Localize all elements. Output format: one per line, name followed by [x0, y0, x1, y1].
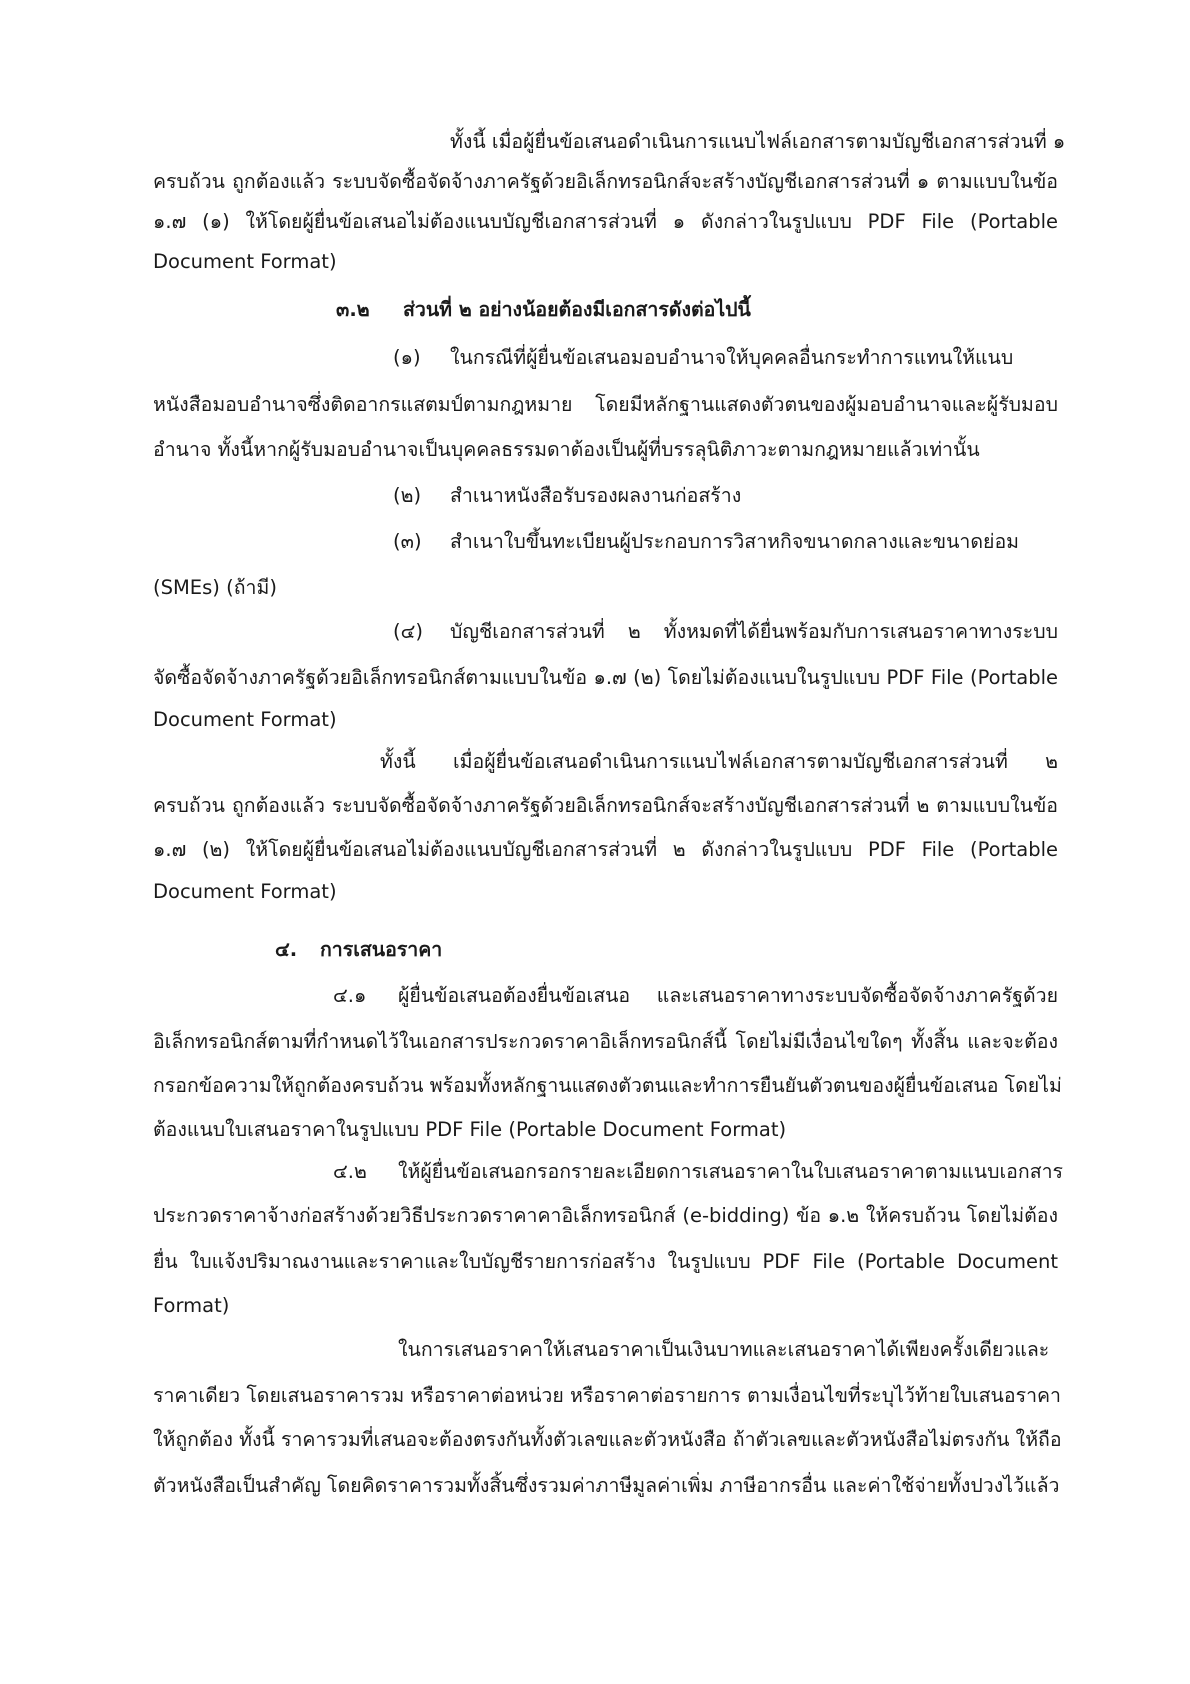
paragraph-line: ทั้งนี้ เมื่อผู้ยื่นข้อเสนอดำเนินการแนบไฟล์เอกสารตามบัญชีเอกสารส่วนที่ ๒ — [380, 750, 1058, 773]
paragraph-line: สำเนาใบขึ้นทะเบียนผู้ประกอบการวิสาหกิจขนาดกลางและขนาดย่อม — [450, 530, 1020, 553]
paragraph-line: Format) — [153, 1294, 230, 1317]
paragraph-line: หนังสือมอบอำนาจซึ่งติดอากรแสตมป์ตามกฎหมาย โดยมีหลักฐานแสดงตัวตนของผู้มอบอำนาจและผู้รับมอบ — [153, 393, 1058, 416]
paragraph-line: กรอกข้อความให้ถูกต้องครบถ้วน พร้อมทั้งหลักฐานแสดงตัวตนและทำการยืนยันตัวตนของผู้ยื่นข้อเสนอ โดยไม่ — [153, 1074, 1062, 1097]
paragraph-line: ให้ถูกต้อง ทั้งนี้ ราคารวมที่เสนอจะต้องตรงกันทั้งตัวเลขและตัวหนังสือ ถ้าตัวเลขและตัวหนังสือไม่ตรงกัน ให้ถือ — [153, 1428, 1062, 1451]
paragraph-line: อิเล็กทรอนิกส์ตามที่กำหนดไว้ในเอกสารประกวดราคาอิเล็กทรอนิกส์นี้ โดยไม่มีเงื่อนไขใดๆ ทั้งสิ้น และจะต้อง — [153, 1030, 1058, 1053]
section-title: การเสนอราคา — [320, 938, 443, 961]
paragraph-line: ประกวดราคาจ้างก่อสร้างด้วยวิธีประกวดราคาคาอิเล็กทรอนิกส์ (e-bidding) ข้อ ๑.๒ ให้ครบถ้วน โดยไม่ต้อง — [153, 1204, 1058, 1227]
paragraph-line: (SMEs) (ถ้ามี) — [153, 576, 277, 599]
item-number: (๔) — [393, 620, 423, 643]
paragraph-line: ให้ผู้ยื่นข้อเสนอกรอกรายละเอียดการเสนอราคาในใบเสนอราคาตามแนบเอกสาร — [398, 1160, 1064, 1183]
paragraph-line: Document Format) — [153, 880, 337, 903]
paragraph-line: ตัวหนังสือเป็นสำคัญ โดยคิดราคารวมทั้งสิ้นซึ่งรวมค่าภาษีมูลค่าเพิ่ม ภาษีอากรอื่น และค่าใช้จ่ายทั้งปวงไว้แล้ว — [153, 1474, 1060, 1497]
paragraph-line: จัดซื้อจัดจ้างภาครัฐด้วยอิเล็กทรอนิกส์ตามแบบในข้อ ๑.๗ (๒) โดยไม่ต้องแนบในรูปแบบ PDF File (Portable — [153, 666, 1058, 689]
section-number: ๔.๒ — [333, 1160, 367, 1183]
paragraph-line: ครบถ้วน ถูกต้องแล้ว ระบบจัดซื้อจัดจ้างภาครัฐด้วยอิเล็กทรอนิกส์จะสร้างบัญชีเอกสารส่วนที่ ๑ ตามแบบในข้อ — [153, 170, 1058, 193]
paragraph-line: สำเนาหนังสือรับรองผลงานก่อสร้าง — [450, 484, 742, 507]
paragraph-line: Document Format) — [153, 708, 337, 731]
paragraph-line: ๑.๗ (๑) ให้โดยผู้ยื่นข้อเสนอไม่ต้องแนบบัญชีเอกสารส่วนที่ ๑ ดังกล่าวในรูปแบบ PDF File (Portable — [153, 210, 1058, 233]
paragraph-line: อำนาจ ทั้งนี้หากผู้รับมอบอำนาจเป็นบุคคลธรรมดาต้องเป็นผู้ที่บรรลุนิติภาวะตามกฎหมายแล้วเท่านั้น — [153, 438, 980, 461]
section-number: ๓.๒ — [336, 298, 370, 321]
paragraph-line: ในการเสนอราคาให้เสนอราคาเป็นเงินบาทและเสนอราคาได้เพียงครั้งเดียวและ — [398, 1338, 1050, 1361]
item-number: (๓) — [393, 530, 422, 553]
section-title: ส่วนที่ ๒ อย่างน้อยต้องมีเอกสารดังต่อไปนี้ — [403, 298, 751, 321]
paragraph-line: ๑.๗ (๒) ให้โดยผู้ยื่นข้อเสนอไม่ต้องแนบบัญชีเอกสารส่วนที่ ๒ ดังกล่าวในรูปแบบ PDF File (Portable — [153, 838, 1058, 861]
paragraph-line: ต้องแนบใบเสนอราคาในรูปแบบ PDF File (Portable Document Format) — [153, 1118, 787, 1141]
section-number: ๔.๑ — [333, 984, 367, 1007]
paragraph-line: ทั้งนี้ เมื่อผู้ยื่นข้อเสนอดำเนินการแนบไฟล์เอกสารตามบัญชีเอกสารส่วนที่ ๑ — [450, 130, 1066, 153]
paragraph-line: ในกรณีที่ผู้ยื่นข้อเสนอมอบอำนาจให้บุคคลอื่นกระทำการแทนให้แนบ — [450, 346, 1014, 369]
paragraph-line: บัญชีเอกสารส่วนที่ ๒ ทั้งหมดที่ได้ยื่นพร้อมกับการเสนอราคาทางระบบ — [450, 620, 1058, 643]
section-number: ๔. — [275, 938, 298, 961]
item-number: (๑) — [393, 346, 421, 369]
paragraph-line: Document Format) — [153, 250, 337, 273]
item-number: (๒) — [393, 484, 422, 507]
paragraph-line: ผู้ยื่นข้อเสนอต้องยื่นข้อเสนอ และเสนอราคาทางระบบจัดซื้อจัดจ้างภาครัฐด้วย — [398, 984, 1058, 1007]
paragraph-line: ครบถ้วน ถูกต้องแล้ว ระบบจัดซื้อจัดจ้างภาครัฐด้วยอิเล็กทรอนิกส์จะสร้างบัญชีเอกสารส่วนที่ ๒ ตามแบบในข้อ — [153, 794, 1058, 817]
paragraph-line: ยื่น ใบแจ้งปริมาณงานและราคาและใบบัญชีรายการก่อสร้าง ในรูปแบบ PDF File (Portable Document — [153, 1250, 1058, 1273]
paragraph-line: ราคาเดียว โดยเสนอราคารวม หรือราคาต่อหน่วย หรือราคาต่อรายการ ตามเงื่อนไขที่ระบุไว้ท้ายใบเสนอราคา — [153, 1384, 1062, 1407]
